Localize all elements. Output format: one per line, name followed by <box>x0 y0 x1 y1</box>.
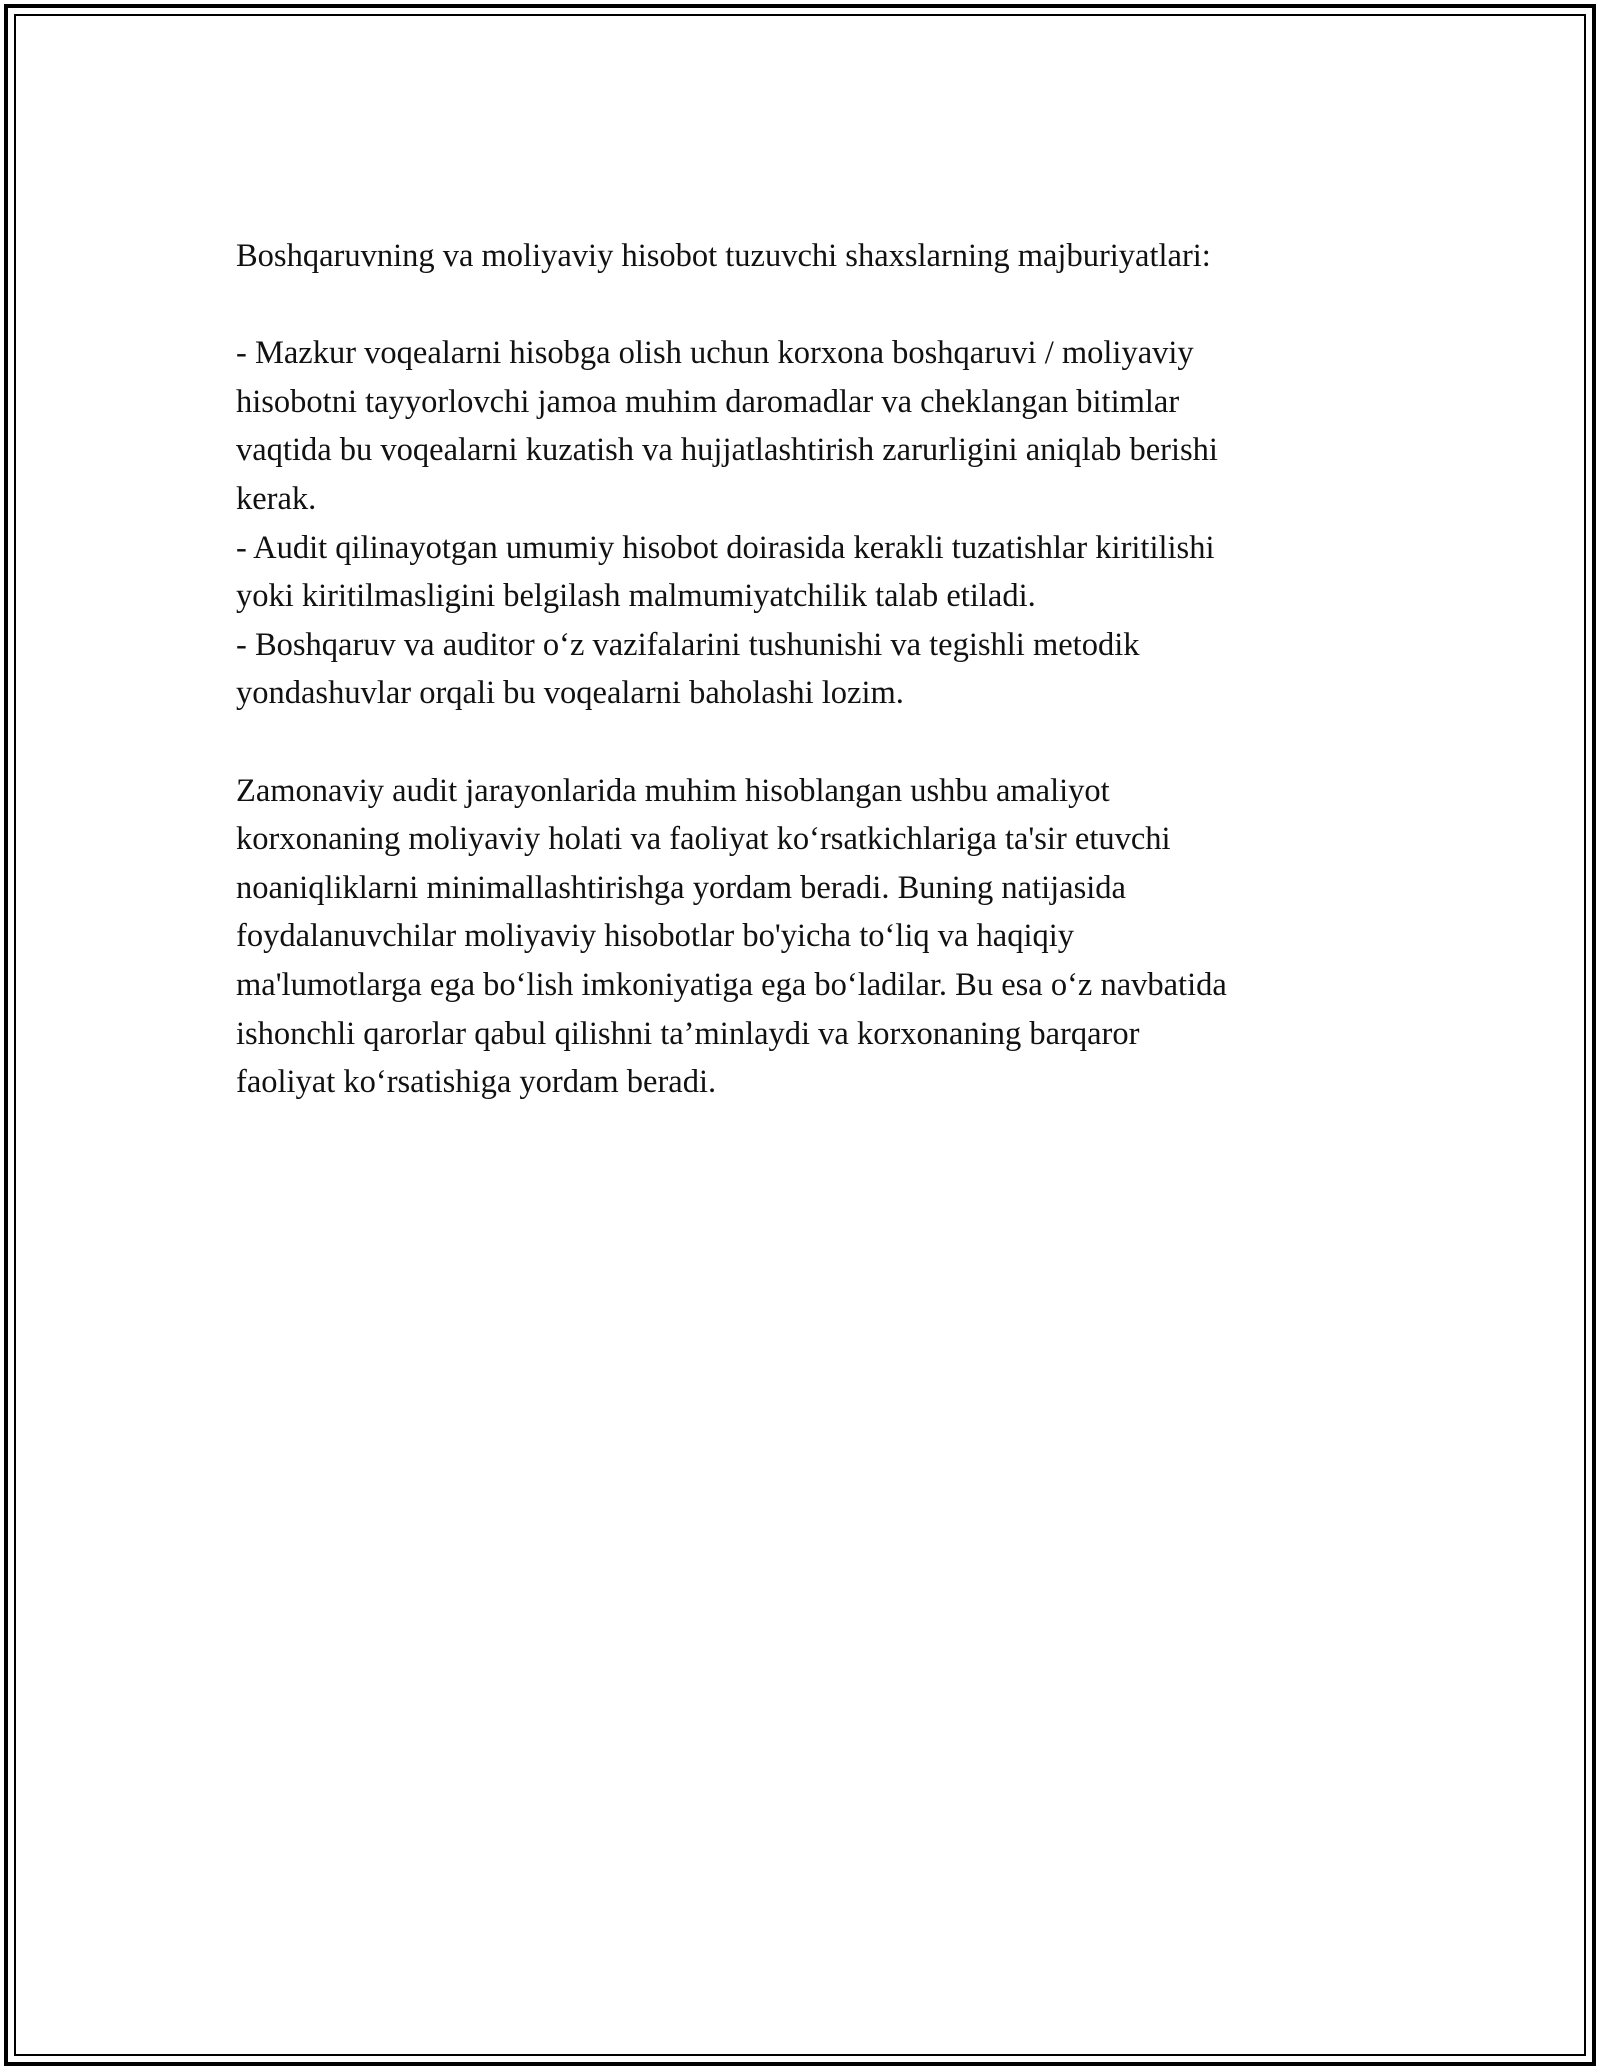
bullet-3 <box>236 621 1366 718</box>
conclusion-line-7: faoliyat ko‘rsatishiga yordam beradi. <box>236 1064 717 1101</box>
conclusion-paragraph <box>236 767 1366 1107</box>
bullet-2 <box>236 524 1366 621</box>
bullet-1-line-4: kerak. <box>236 480 317 517</box>
paragraph-gap <box>236 718 1366 767</box>
document-body <box>236 232 1366 1107</box>
bullet-1-line-2: hisobotni tayyorlovchi jamoa muhim daromadlar va cheklangan bitimlar <box>236 383 1180 420</box>
conclusion-line-6: ishonchli qarorlar qabul qilishni ta’minlaydi va korxonaning barqaror <box>236 1015 1140 1052</box>
conclusion-line-5: ma'lumotlarga ega bo‘lish imkoniyatiga ega bo‘ladilar. Bu esa o‘z navbatida <box>236 966 1227 1003</box>
bullet-2-line-1: - Audit qilinayotgan umumiy hisobot doirasida kerakli tuzatishlar kiritilishi <box>236 529 1215 566</box>
bullet-2-line-2: yoki kiritilmasligini belgilash malmumiyatchilik talab etiladi. <box>236 578 1036 615</box>
conclusion-line-4: foydalanuvchilar moliyaviy hisobotlar bo'yicha to‘liq va haqiqiy <box>236 918 1075 955</box>
bullet-1-line-3: vaqtida bu voqealarni kuzatish va hujjatlashtirish zarurligini aniqlab berishi <box>236 432 1218 469</box>
intro-paragraph <box>236 232 1366 281</box>
bullet-1 <box>236 329 1366 523</box>
bullet-3-line-1: - Boshqaruv va auditor o‘z vazifalarini tushunishi va tegishli metodik <box>236 626 1140 663</box>
conclusion-line-2: korxonaning moliyaviy holati va faoliyat ko‘rsatkichlariga ta'sir etuvchi <box>236 821 1171 858</box>
bullet-3-line-2: yondashuvlar orqali bu voqealarni baholashi lozim. <box>236 675 904 712</box>
intro-line: Boshqaruvning va moliyaviy hisobot tuzuvchi shaxslarning majburiyatlari: <box>236 238 1211 274</box>
conclusion-line-1: Zamonaviy audit jarayonlarida muhim hisoblangan ushbu amaliyot <box>236 772 1110 809</box>
bullet-1-line-1: - Mazkur voqealarni hisobga olish uchun korxona boshqaruvi / moliyaviy <box>236 335 1194 372</box>
conclusion-line-3: noaniqliklarni minimallashtirishga yordam beradi. Buning natijasida <box>236 869 1126 906</box>
paragraph-gap <box>236 281 1366 330</box>
